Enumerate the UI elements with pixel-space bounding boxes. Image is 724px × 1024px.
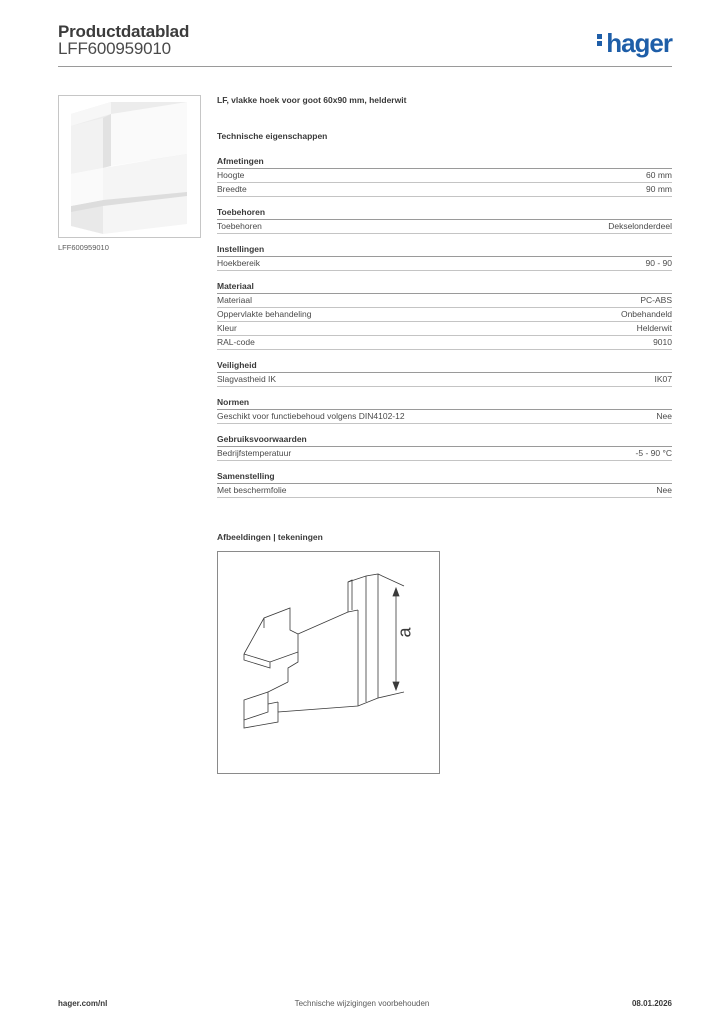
property-value: 90 - 90 <box>645 258 672 268</box>
property-group <box>217 434 672 461</box>
property-label: Slagvastheid IK <box>217 374 277 384</box>
property-group-title: Gebruiksvoorwaarden <box>217 434 672 447</box>
property-label: Met beschermfolie <box>217 485 287 495</box>
flat-corner-drawing-icon <box>218 552 439 773</box>
product-image <box>58 95 201 238</box>
property-row <box>217 294 672 308</box>
property-group <box>217 156 672 197</box>
property-row <box>217 484 672 498</box>
property-group-title: Normen <box>217 397 672 410</box>
logo-dots-icon <box>597 32 603 48</box>
property-row <box>217 410 672 424</box>
property-value: 90 mm <box>646 184 672 194</box>
product-name: LF, vlakke hoek voor goot 60x90 mm, helderwit <box>217 95 407 105</box>
property-label: Geschikt voor functiebehoud volgens DIN4102-12 <box>217 411 405 421</box>
property-value: Nee <box>656 485 672 495</box>
product-details <box>217 95 672 508</box>
property-label: Hoekbereik <box>217 258 260 268</box>
property-value: 60 mm <box>646 170 672 180</box>
property-label: Hoogte <box>217 170 245 180</box>
product-image-caption: LFF600959010 <box>58 243 109 252</box>
footer-website[interactable]: hager.com/nl <box>58 999 108 1008</box>
property-value: Onbehandeld <box>620 309 672 319</box>
property-row <box>217 169 672 183</box>
logo-text: hager <box>606 28 672 58</box>
properties-list <box>217 156 672 498</box>
property-row <box>217 373 672 387</box>
property-group <box>217 207 672 234</box>
property-value: -5 - 90 °C <box>635 448 672 458</box>
property-group <box>217 471 672 498</box>
section-heading: Technische eigenschappen <box>217 131 328 141</box>
product-code: LFF600959010 <box>58 39 171 58</box>
property-row <box>217 336 672 350</box>
property-label: RAL-code <box>217 337 255 347</box>
header-divider <box>58 66 672 67</box>
property-label: Materiaal <box>217 295 252 305</box>
footer-disclaimer: Technische wijzigingen voorbehouden <box>294 999 430 1008</box>
property-row <box>217 447 672 461</box>
footer-date: 08.01.2026 <box>631 999 672 1008</box>
dimension-label: a <box>394 627 415 638</box>
drawings-heading: Afbeeldingen | tekeningen <box>217 532 323 542</box>
page-title: Productdatablad <box>58 22 190 41</box>
property-row <box>217 220 672 234</box>
property-group <box>217 281 672 350</box>
property-label: Breedte <box>217 184 247 194</box>
property-group <box>217 244 672 271</box>
property-group <box>217 397 672 424</box>
technical-drawing <box>217 551 440 774</box>
property-value: IK07 <box>654 374 672 384</box>
property-value: PC-ABS <box>640 295 672 305</box>
property-group-title: Afmetingen <box>217 156 672 169</box>
property-value: Dekselonderdeel <box>608 221 672 231</box>
property-value: Helderwit <box>636 323 672 333</box>
property-group-title: Samenstelling <box>217 471 672 484</box>
property-value: 9010 <box>653 337 672 347</box>
flat-corner-photo-icon <box>59 96 200 237</box>
property-label: Kleur <box>217 323 237 333</box>
property-row <box>217 183 672 197</box>
property-row <box>217 322 672 336</box>
property-label: Bedrijfstemperatuur <box>217 448 292 458</box>
property-group-title: Instellingen <box>217 244 672 257</box>
property-group-title: Veiligheid <box>217 360 672 373</box>
property-value: Nee <box>656 411 672 421</box>
hager-logo <box>597 28 672 59</box>
property-label: Toebehoren <box>217 221 262 231</box>
property-label: Oppervlakte behandeling <box>217 309 312 319</box>
property-row <box>217 308 672 322</box>
property-group-title: Materiaal <box>217 281 672 294</box>
property-group-title: Toebehoren <box>217 207 672 220</box>
property-row <box>217 257 672 271</box>
property-group <box>217 360 672 387</box>
